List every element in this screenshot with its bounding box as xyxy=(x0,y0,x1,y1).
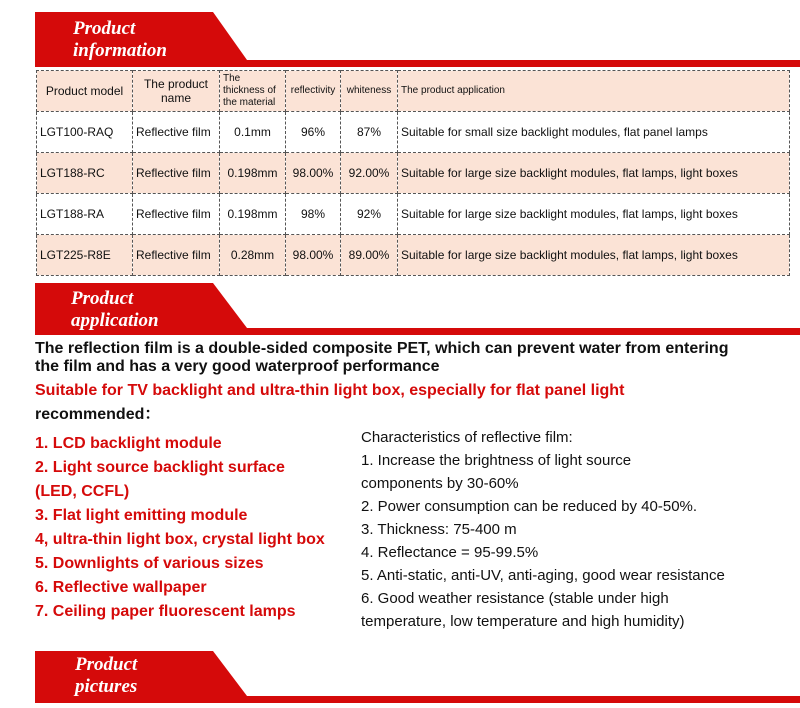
characteristics-title: Characteristics of reflective film: xyxy=(361,429,573,446)
application-intro: The reflection film is a double-sided composite PET, which can prevent water from entering the film and has a very good waterproof performance xyxy=(35,340,729,375)
table-row xyxy=(37,235,790,276)
header-thickness: The thickness of the material xyxy=(220,71,286,112)
cell-model: LGT188-RA xyxy=(37,194,133,235)
section-title-line1: Product xyxy=(75,654,138,675)
section-title-line1: Product xyxy=(71,288,134,309)
section-banner-product-application xyxy=(35,283,800,335)
cell-name: Reflective film xyxy=(133,235,220,276)
cell-model: LGT188-RC xyxy=(37,153,133,194)
header-application: The product application xyxy=(398,71,790,112)
section-title-line2: application xyxy=(71,310,159,331)
header-reflectivity: reflectivity xyxy=(286,71,341,112)
section-title-line2: information xyxy=(73,40,167,61)
list-item: 1. LCD backlight module xyxy=(35,435,222,452)
cell-name: Reflective film xyxy=(133,153,220,194)
product-table xyxy=(36,70,790,276)
application-suitable: Suitable for TV backlight and ultra-thin light box, especially for flat panel light xyxy=(35,382,625,399)
cell-model: LGT225-R8E xyxy=(37,235,133,276)
cell-whiteness: 92% xyxy=(341,194,398,235)
list-item: 3. Flat light emitting module xyxy=(35,507,248,524)
header-product-name: The product name xyxy=(133,71,220,112)
list-item: 2. Power consumption can be reduced by 40-50%. xyxy=(361,498,698,515)
list-item: temperature, low temperature and high humidity) xyxy=(361,613,685,630)
cell-reflectivity: 98% xyxy=(286,194,341,235)
header-product-model: Product model xyxy=(37,71,133,112)
cell-whiteness: 89.00% xyxy=(341,235,398,276)
cell-thickness: 0.1mm xyxy=(220,112,286,153)
list-item: 6. Good weather resistance (stable under high xyxy=(361,590,669,607)
characteristics-list xyxy=(361,426,725,633)
section-title-line2: pictures xyxy=(75,676,138,697)
cell-whiteness: 92.00% xyxy=(341,153,398,194)
cell-thickness: 0.198mm xyxy=(220,153,286,194)
cell-thickness: 0.28mm xyxy=(220,235,286,276)
table-header-row xyxy=(37,71,790,112)
list-item: 5. Anti-static, anti-UV, anti-aging, good wear resistance xyxy=(361,567,725,584)
cell-model: LGT100-RAQ xyxy=(37,112,133,153)
cell-application: Suitable for small size backlight modules, flat panel lamps xyxy=(398,112,790,153)
section-title-line1: Product xyxy=(73,18,136,39)
list-item: components by 30-60% xyxy=(361,475,519,492)
cell-reflectivity: 96% xyxy=(286,112,341,153)
table-row xyxy=(37,153,790,194)
cell-application: Suitable for large size backlight modules, flat lamps, light boxes xyxy=(398,194,790,235)
section-banner-product-information xyxy=(35,12,800,67)
list-item: 7. Ceiling paper fluorescent lamps xyxy=(35,603,296,620)
table-row xyxy=(37,112,790,153)
list-item: 3. Thickness: 75-400 m xyxy=(361,521,517,538)
cell-whiteness: 87% xyxy=(341,112,398,153)
cell-application: Suitable for large size backlight modules, flat lamps, light boxes xyxy=(398,153,790,194)
recommended-uses-list xyxy=(35,432,325,624)
list-item: 1. Increase the brightness of light source xyxy=(361,452,632,469)
cell-application: Suitable for large size backlight modules, flat lamps, light boxes xyxy=(398,235,790,276)
list-item: 4. Reflectance = 95-99.5% xyxy=(361,544,539,561)
cell-name: Reflective film xyxy=(133,194,220,235)
cell-thickness: 0.198mm xyxy=(220,194,286,235)
cell-name: Reflective film xyxy=(133,112,220,153)
list-item: 2. Light source backlight surface xyxy=(35,459,285,476)
table-row xyxy=(37,194,790,235)
list-item: (LED, CCFL) xyxy=(35,483,130,500)
list-item: 5. Downlights of various sizes xyxy=(35,555,264,572)
cell-reflectivity: 98.00% xyxy=(286,153,341,194)
application-recommended: recommended： xyxy=(35,406,161,423)
section-banner-product-pictures xyxy=(35,651,800,703)
list-item: 4, ultra-thin light box, crystal light box xyxy=(35,531,325,548)
cell-reflectivity: 98.00% xyxy=(286,235,341,276)
list-item: 6. Reflective wallpaper xyxy=(35,579,207,596)
header-whiteness: whiteness xyxy=(341,71,398,112)
